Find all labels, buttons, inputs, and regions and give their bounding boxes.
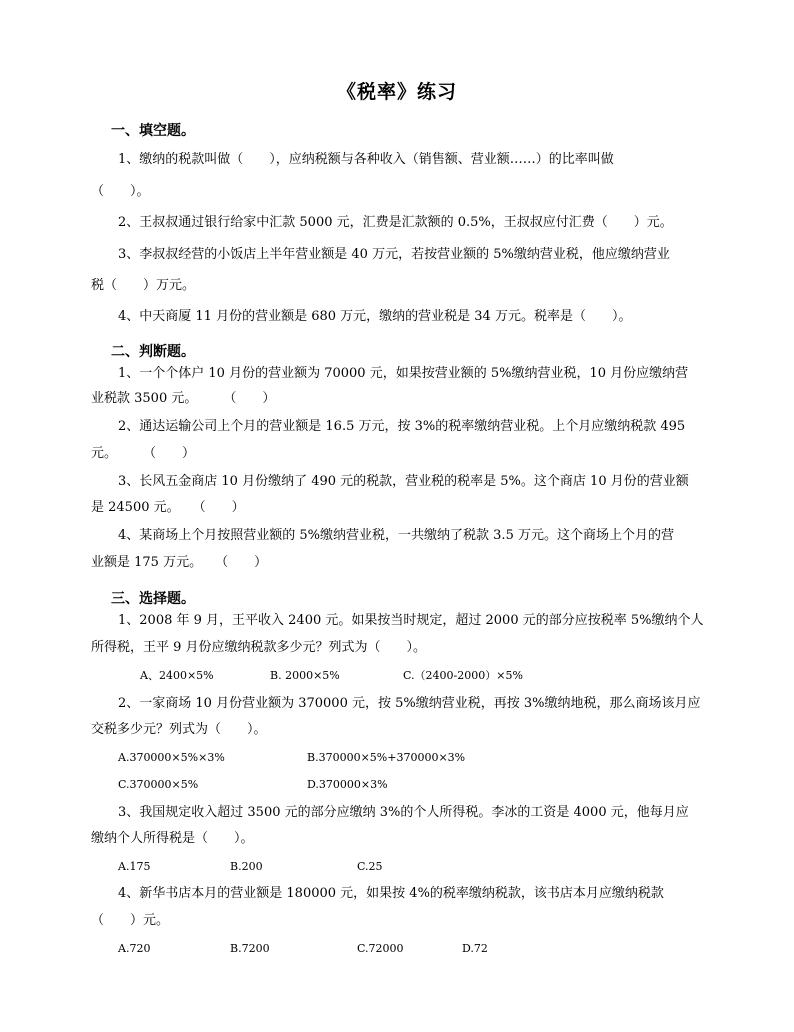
fill-q1-line1: 1、缴纳的税款叫做（ ），应纳税额与各种收入（销售额、营业额……）的比率叫做 xyxy=(118,152,614,167)
choice-q1-option-c: C.（2400-2000）×5% xyxy=(403,669,523,682)
choice-q2-option-a: A.370000×5%×3% xyxy=(118,751,225,764)
choice-q2-line1: 2、一家商场 10 月份营业额为 370000 元，按 5%缴纳营业税，再按 3%缴纳地税，那么商场该月应 xyxy=(118,696,701,711)
judge-q1-line1: 1、一个个体户 10 月份的营业额为 70000 元，如果按营业额的 5%缴纳营业税，10 月份应缴纳营 xyxy=(118,366,689,381)
choice-q1-option-b: B. 2000×5% xyxy=(270,669,340,682)
choice-q4-option-b: B.7200 xyxy=(230,942,270,955)
section-heading-judge: 二、判断题。 xyxy=(111,344,195,360)
section-heading-choice: 三、选择题。 xyxy=(111,591,195,607)
judge-q4-line1: 4、某商场上个月按照营业额的 5%缴纳营业税，一共缴纳了税款 3.5 万元。这个商场上个月的营 xyxy=(118,528,674,543)
section-heading-fill: 一、填空题。 xyxy=(111,123,195,139)
choice-q2-option-d: D.370000×3% xyxy=(307,778,388,791)
choice-q4-line2: （ ）元。 xyxy=(91,913,170,928)
judge-q2-line1: 2、通达运输公司上个月的营业额是 16.5 万元，按 3%的税率缴纳营业税。上个月应缴纳税款 495 xyxy=(118,419,686,434)
judge-q2-line2: 元。 （ ） xyxy=(91,446,196,461)
judge-q3-line1: 3、长风五金商店 10 月份缴纳了 490 元的税款，营业税的税率是 5%。这个商店 10 月份的营业额 xyxy=(118,474,689,489)
choice-q3-line2: 缴纳个人所得税是（ ）。 xyxy=(91,831,254,846)
page-title: 《税率》练习 xyxy=(336,81,457,103)
choice-q1-line2: 所得税，王平 9 月份应缴纳税款多少元？列式为（ ）。 xyxy=(91,640,427,655)
fill-q4-line1: 4、中天商厦 11 月份的营业额是 680 万元，缴纳的营业税是 34 万元。税率是（ ）。 xyxy=(118,309,632,324)
choice-q4-option-a: A.720 xyxy=(118,942,151,955)
judge-q1-line2: 业税款 3500 元。 （ ） xyxy=(91,391,276,406)
choice-q4-option-d: D.72 xyxy=(462,942,488,955)
choice-q4-option-c: C.72000 xyxy=(357,942,404,955)
choice-q1-line1: 1、2008 年 9 月，王平收入 2400 元。如果按当时规定，超过 2000 元的部分应按税率 5%缴纳个人 xyxy=(118,613,704,628)
choice-q1-option-a: A、2400×5% xyxy=(140,669,214,682)
choice-q2-option-c: C.370000×5% xyxy=(118,778,199,791)
choice-q4-line1: 4、新华书店本月的营业额是 180000 元，如果按 4%的税率缴纳税款，该书店本月应缴纳税款 xyxy=(118,886,664,901)
choice-q2-option-b: B.370000×5%+370000×3% xyxy=(307,751,466,764)
choice-q3-option-a: A.175 xyxy=(118,860,151,873)
judge-q4-line2: 业额是 175 万元。 （ ） xyxy=(91,555,268,570)
choice-q3-option-c: C.25 xyxy=(357,860,383,873)
fill-q1-line2: （ ）。 xyxy=(91,184,150,199)
fill-q3-line1: 3、李叔叔经营的小饭店上半年营业额是 40 万元，若按营业额的 5%缴纳营业税，他应缴纳营业 xyxy=(118,247,670,262)
fill-q3-line2: 税（ ）万元。 xyxy=(91,278,196,293)
choice-q2-line2: 交税多少元？列式为（ ）。 xyxy=(91,722,267,737)
choice-q3-line1: 3、我国规定收入超过 3500 元的部分应缴纳 3%的个人所得税。李冰的工资是 4000 元，他每月应 xyxy=(118,805,689,820)
judge-q3-line2: 是 24500 元。 （ ） xyxy=(91,500,245,515)
fill-q2-line1: 2、王叔叔通过银行给家中汇款 5000 元，汇费是汇款额的 0.5%，王叔叔应付汇费（ ）元。 xyxy=(118,215,673,230)
choice-q3-option-b: B.200 xyxy=(230,860,263,873)
